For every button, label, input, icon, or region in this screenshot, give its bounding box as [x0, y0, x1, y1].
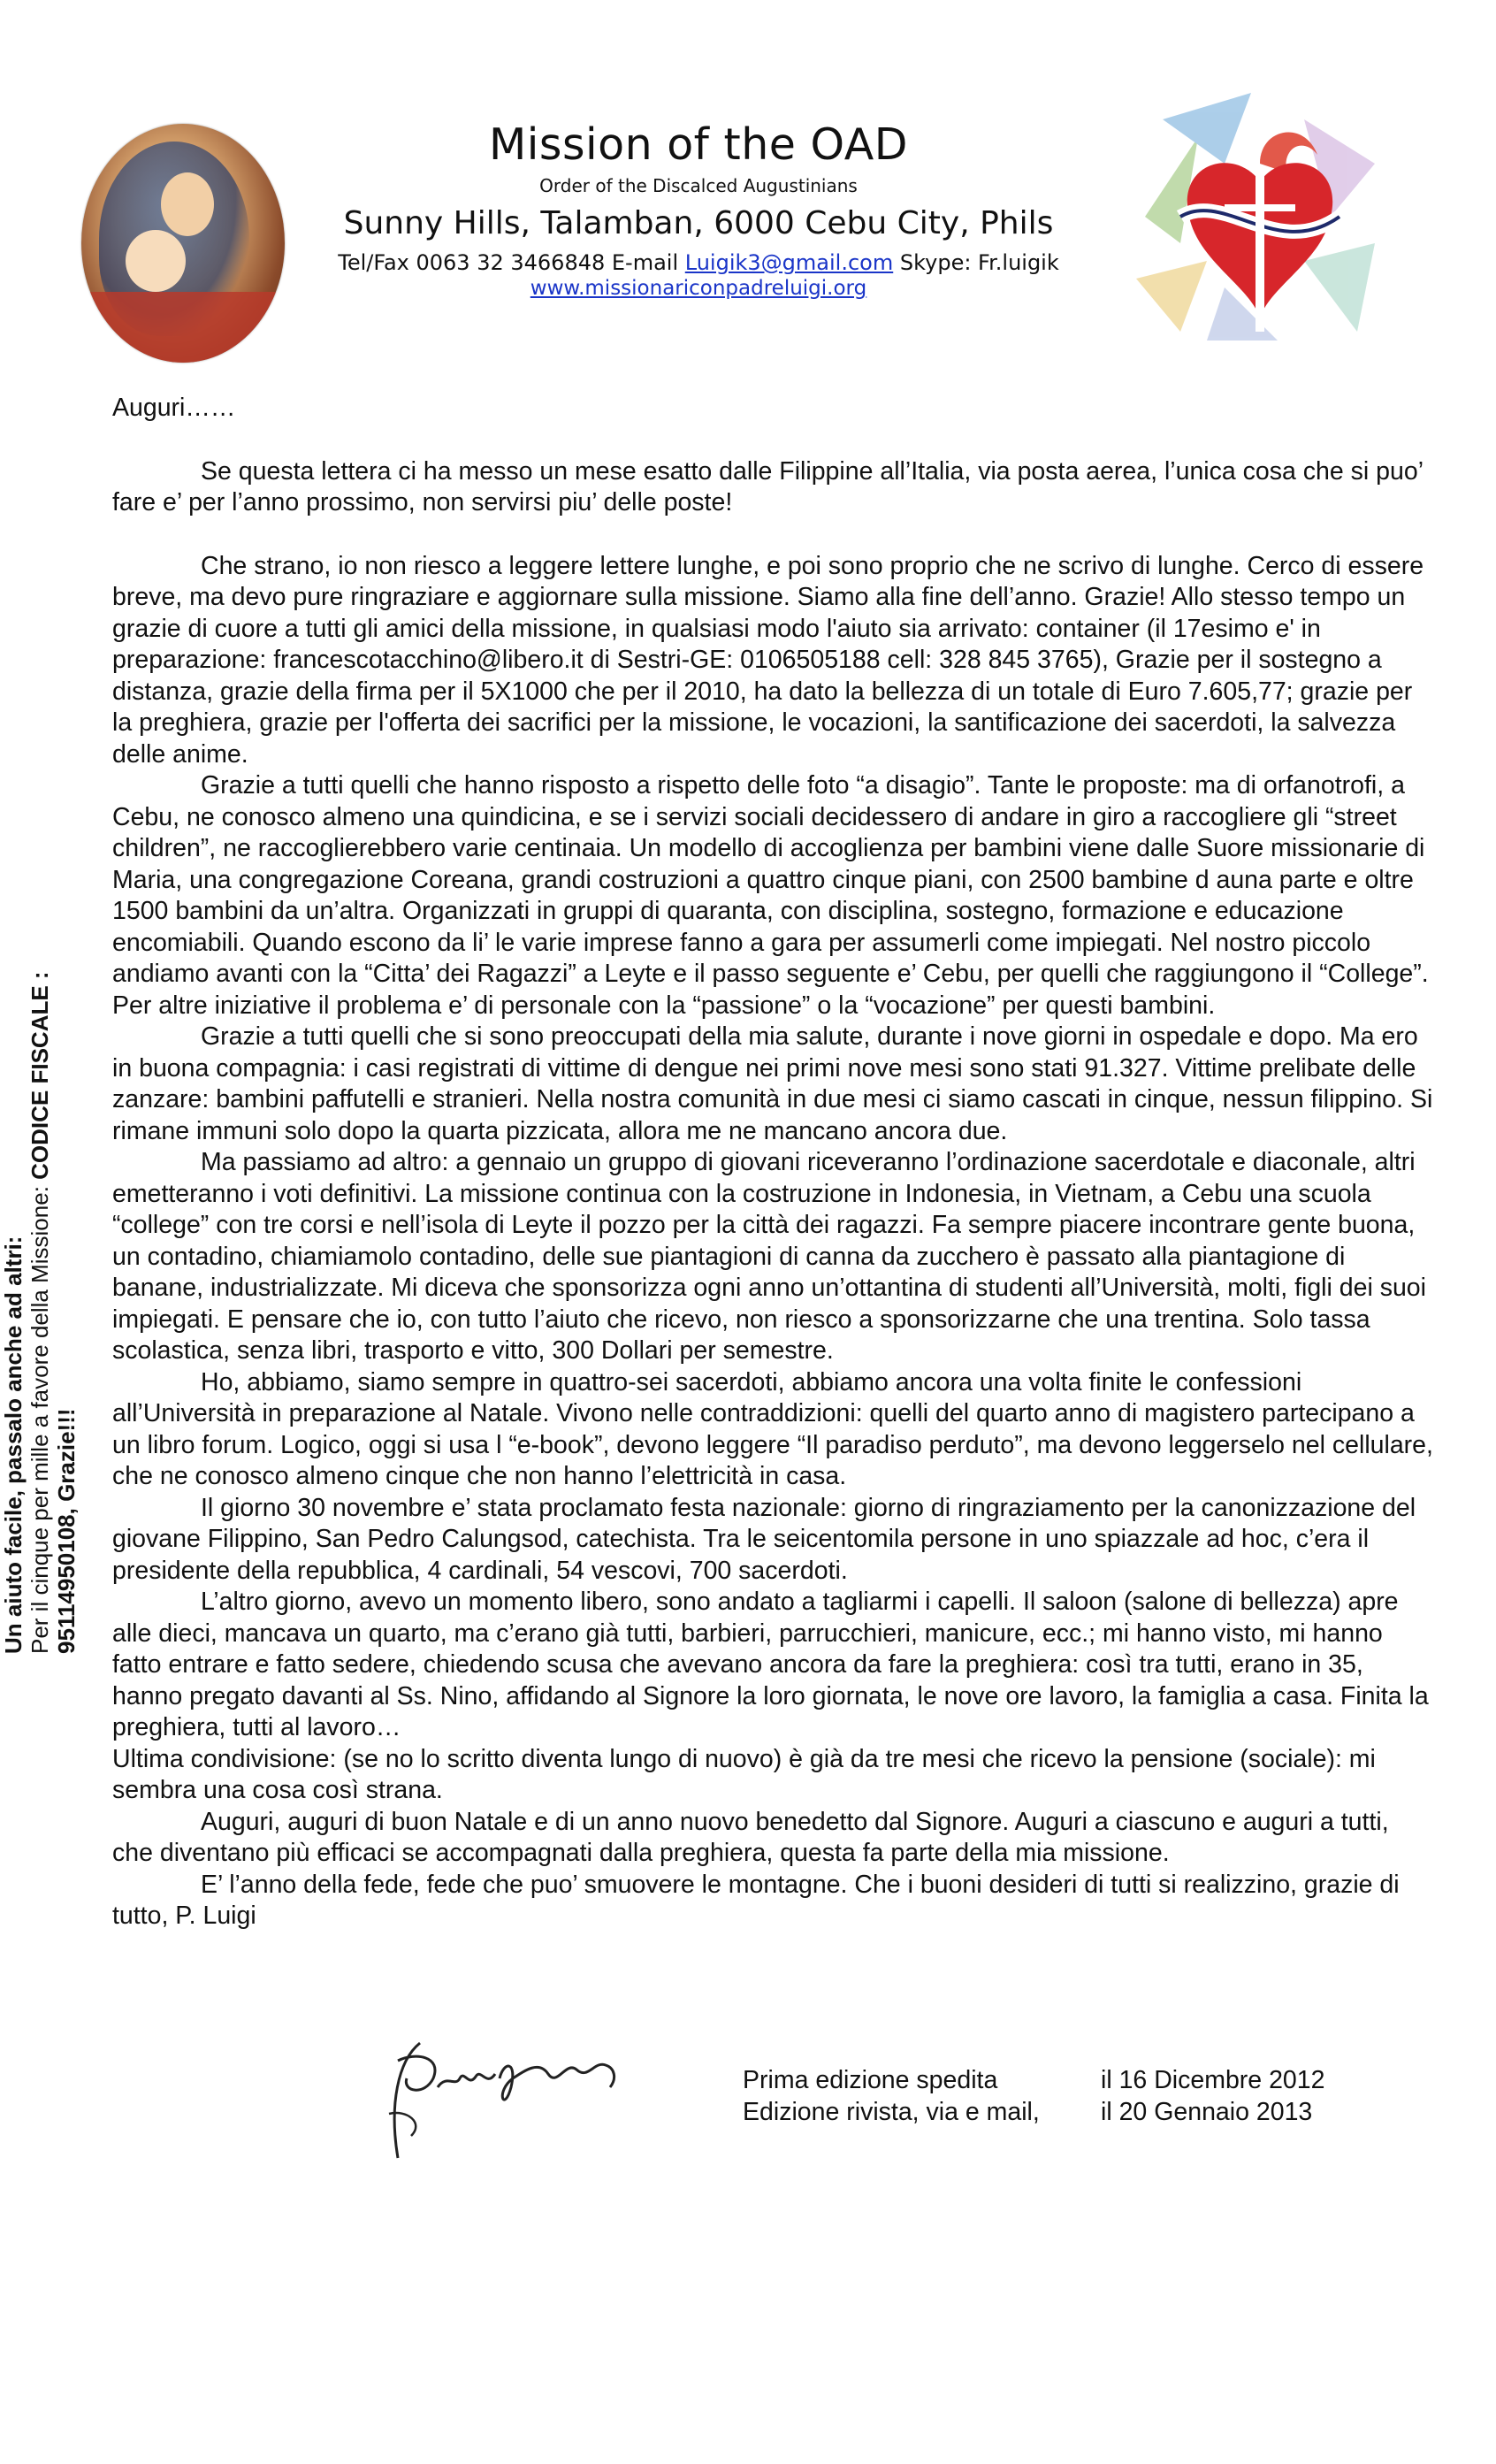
sacred-heart-logo — [1127, 84, 1384, 349]
order-subtitle: Order of the Discalced Augustinians — [539, 175, 858, 196]
side-note-prefix: Per il cinque per mille a favore della Missione: — [27, 1179, 53, 1654]
paragraph-post: Se questa lettera ci ha messo un mese esatto dalle Filippine all’Italia, via posta aerea, l’unica cosa che si puo’ fare e’ per l’anno prossimo, non servirsi piu’ delle poste! — [112, 456, 1423, 517]
fiscal-code: CODICE FISCALE : 95114950108, Grazie!!! — [27, 971, 80, 1654]
website-line — [301, 277, 1096, 300]
paragraph-last-sharing: Ultima condivisione: (se no lo scritto diventa lungo di nuovo) è già da tre mesi che ricevo la pensione (sociale): mi sembra una cosa così strana. — [112, 1744, 1376, 1804]
letter-greeting: Auguri…… — [112, 394, 236, 422]
first-edition-date: il 16 Dicembre 2012 — [1101, 2066, 1325, 2094]
edition-revised-row — [743, 2096, 1415, 2128]
letterhead-text — [301, 119, 1096, 300]
paragraph-saloon: L’altro giorno, avevo un momento libero, sono andato a tagliarmi i capelli. Il saloon (salone di bellezza) apre alle dieci, mancava un quarto, ma c’erano già tutti, barbieri, parrucchieri, manicure, ecc.; mi hanno visto, mi hanno fatto entrare e fatto sedere, chiedendo scusa che avevano ancora da fare la preghiera: così tra tutti, erano in 35, hanno pregato davanti al Ss. Nino, affidando al Signore la loro giornata, le nove ore lavoro, la famiglia a casa. Finita la preghiera, tutti al lavoro… — [112, 1588, 1429, 1741]
edition-info — [743, 2064, 1415, 2128]
website-link[interactable]: www.missionariconpadreluigi.org — [530, 277, 867, 300]
letterhead — [0, 0, 1496, 371]
mission-title: Mission of the OAD — [489, 119, 908, 170]
paragraph-wishes: Auguri, auguri di buon Natale e di un anno nuovo benedetto dal Signore. Auguri a ciascuno e auguri a tutti, che diventano più efficaci se accompagnati dalla preghiera, questa fa parte della mia missione. — [112, 1807, 1389, 1867]
mission-address: Sunny Hills, Talamban, 6000 Cebu City, Phils — [343, 205, 1054, 241]
first-edition-label: Prima edizione spedita — [743, 2066, 998, 2094]
handwritten-signature — [371, 2025, 628, 2167]
paragraph-orphanages: Grazie a tutti quelli che hanno risposto a rispetto delle foto “a disagio”. Tante le proposte: ma di orfanotrofi, a Cebu, ne conosco almeno una quindicina, e se i servizi sociali decidessero di andare in giro a raccogliere gli “street children”, ne raccoglierebbero varie centinaia. Un modello di accoglienza per bambini viene dalle Suore missionarie di Maria, una congregazione Coreana, grandi costruzioni a quattro cinque piani, con 2500 bambine d auna parte e oltre 1500 bambini da un’altra. Organizzati in gruppi di quaranta, con disciplina, sostegno, formazione e educazione encomiabili. Quando escono da li’ le varie imprese fanno a gara per assumerli come impiegati. Nel nostro piccolo andiamo avanti con la “Citta’ dei Ragazzi” a Leyte e il passo seguente e’ Cebu, per quelli che raggiungono il “College”. Per altre iniziative il problema e’ di personale con la “passione” o la “vocazione” per questi bambini. — [112, 771, 1429, 1020]
edition-first-row — [743, 2064, 1415, 2096]
revised-edition-date: il 20 Gennaio 2013 — [1101, 2098, 1313, 2126]
paragraph-closing: E’ l’anno della fede, fede che puo’ smuovere le montagne. Che i buoni desideri di tutti si realizzino, grazie di tutto, P. Luigi — [112, 1870, 1400, 1930]
contact-prefix: Tel/Fax 0063 32 3466848 E-mail — [338, 250, 685, 275]
madonna-and-child-image — [81, 124, 285, 363]
side-note — [0, 858, 80, 1654]
paragraph-confessions: Ho, abbiamo, siamo sempre in quattro-sei sacerdoti, abbiamo ancora una volta finite le confessioni all’Università in preparazione al Natale. Vivono nelle contraddizioni: quelli del quarto anno di magistero partecipano a un libro forum. Logico, oggi si usa l “e-book”, devono leggere “Il paradiso perduto”, ma devono leggerselo nel cellulare, che ne conosco almeno cinque che non hanno l’elettricità in casa. — [112, 1367, 1433, 1490]
side-note-line1: Un aiuto facile, passalo anche ad altri: — [0, 1236, 27, 1654]
side-note-line2 — [27, 858, 80, 1654]
paragraph-canonization: Il giorno 30 novembre e’ stata proclamato festa nazionale: giorno di ringraziamento per la canonizzazione del giovane Filippino, San Pedro Calungsod, catechista. Tra le seicentomila persone in uno spiazzale ad hoc, c’era il presidente della repubblica, 4 cardinali, 54 vescovi, 700 sacerdoti. — [112, 1493, 1416, 1585]
paragraph-ordinations: Ma passiamo ad altro: a gennaio un gruppo di giovani riceveranno l’ordinazione sacerdotale e diaconale, altri emetteranno i voti definitivi. La missione continua con la costruzione in Indonesia, in Vietnam, a Cebu una scuola “college” con tre corsi e nell’isola di Leyte il pozzo per la città dei ragazzi. Fa sempre piacere incontrare gente buona, un contadino, chiamiamolo contadino, delle sue piantagioni di canna da zucchero è passato alla piantagione di banane, industrializzate. Mi diceva che sponsorizza ogni anno un’ottantina di studenti all’Università, molti, figli dei suoi impiegati. E pensare che io, con tutto l’aiuto che ricevo, non riesco a sponsorizzarne che una trentina. Solo tassa scolastica, senza libri, trasporto e vitto, 300 Dollari per semestre. — [112, 1148, 1426, 1365]
paragraph-thanks: Che strano, io non riesco a leggere lettere lunghe, e poi sono proprio che ne scrivo di lunghe. Cerco di essere breve, ma devo pure ringraziare e aggiornare sulla missione. Siamo alla fine dell’anno. Grazie! Allo stesso tempo un grazie di cuore a tutti gli amici della missione, in qualsiasi modo l'aiuto sia arrivato: container (il 17esimo e' in preparazione: francescotacchino@libero.it di Sestri-GE: 0106505188 cell: 328 845 3765), Grazie per il sostegno a distanza, grazie della firma per il 5X1000 che per il 2010, ha dato la bellezza di un totale di Euro 7.605,77; grazie per la preghiera, grazie per l'offerta dei sacrifici per la missione, le vocazioni, la santificazione dei sacerdoti, la salvezza delle anime. — [112, 551, 1424, 769]
letter-body — [112, 393, 1434, 1932]
paragraph-health: Grazie a tutti quelli che si sono preoccupati della mia salute, durante i nove giorni in ospedale e dopo. Ma ero in buona compagnia: i casi registrati di vittime di dengue nei primi nove mesi sono stati 91.327. Vittime prelibate delle zanzare: bambini paffutelli e stranieri. Nella nostra comunità in due mesi ci siamo cascati in cinque, nessun filippino. Si rimane immuni solo dopo la quarta pizzicata, allora me ne mancano ancora due. — [112, 1022, 1433, 1145]
email-link[interactable]: Luigik3@gmail.com — [684, 250, 894, 275]
contact-suffix: Skype: Fr.luigik — [893, 250, 1059, 275]
contact-line — [301, 250, 1096, 275]
revised-edition-label: Edizione rivista, via e mail, — [743, 2098, 1040, 2126]
